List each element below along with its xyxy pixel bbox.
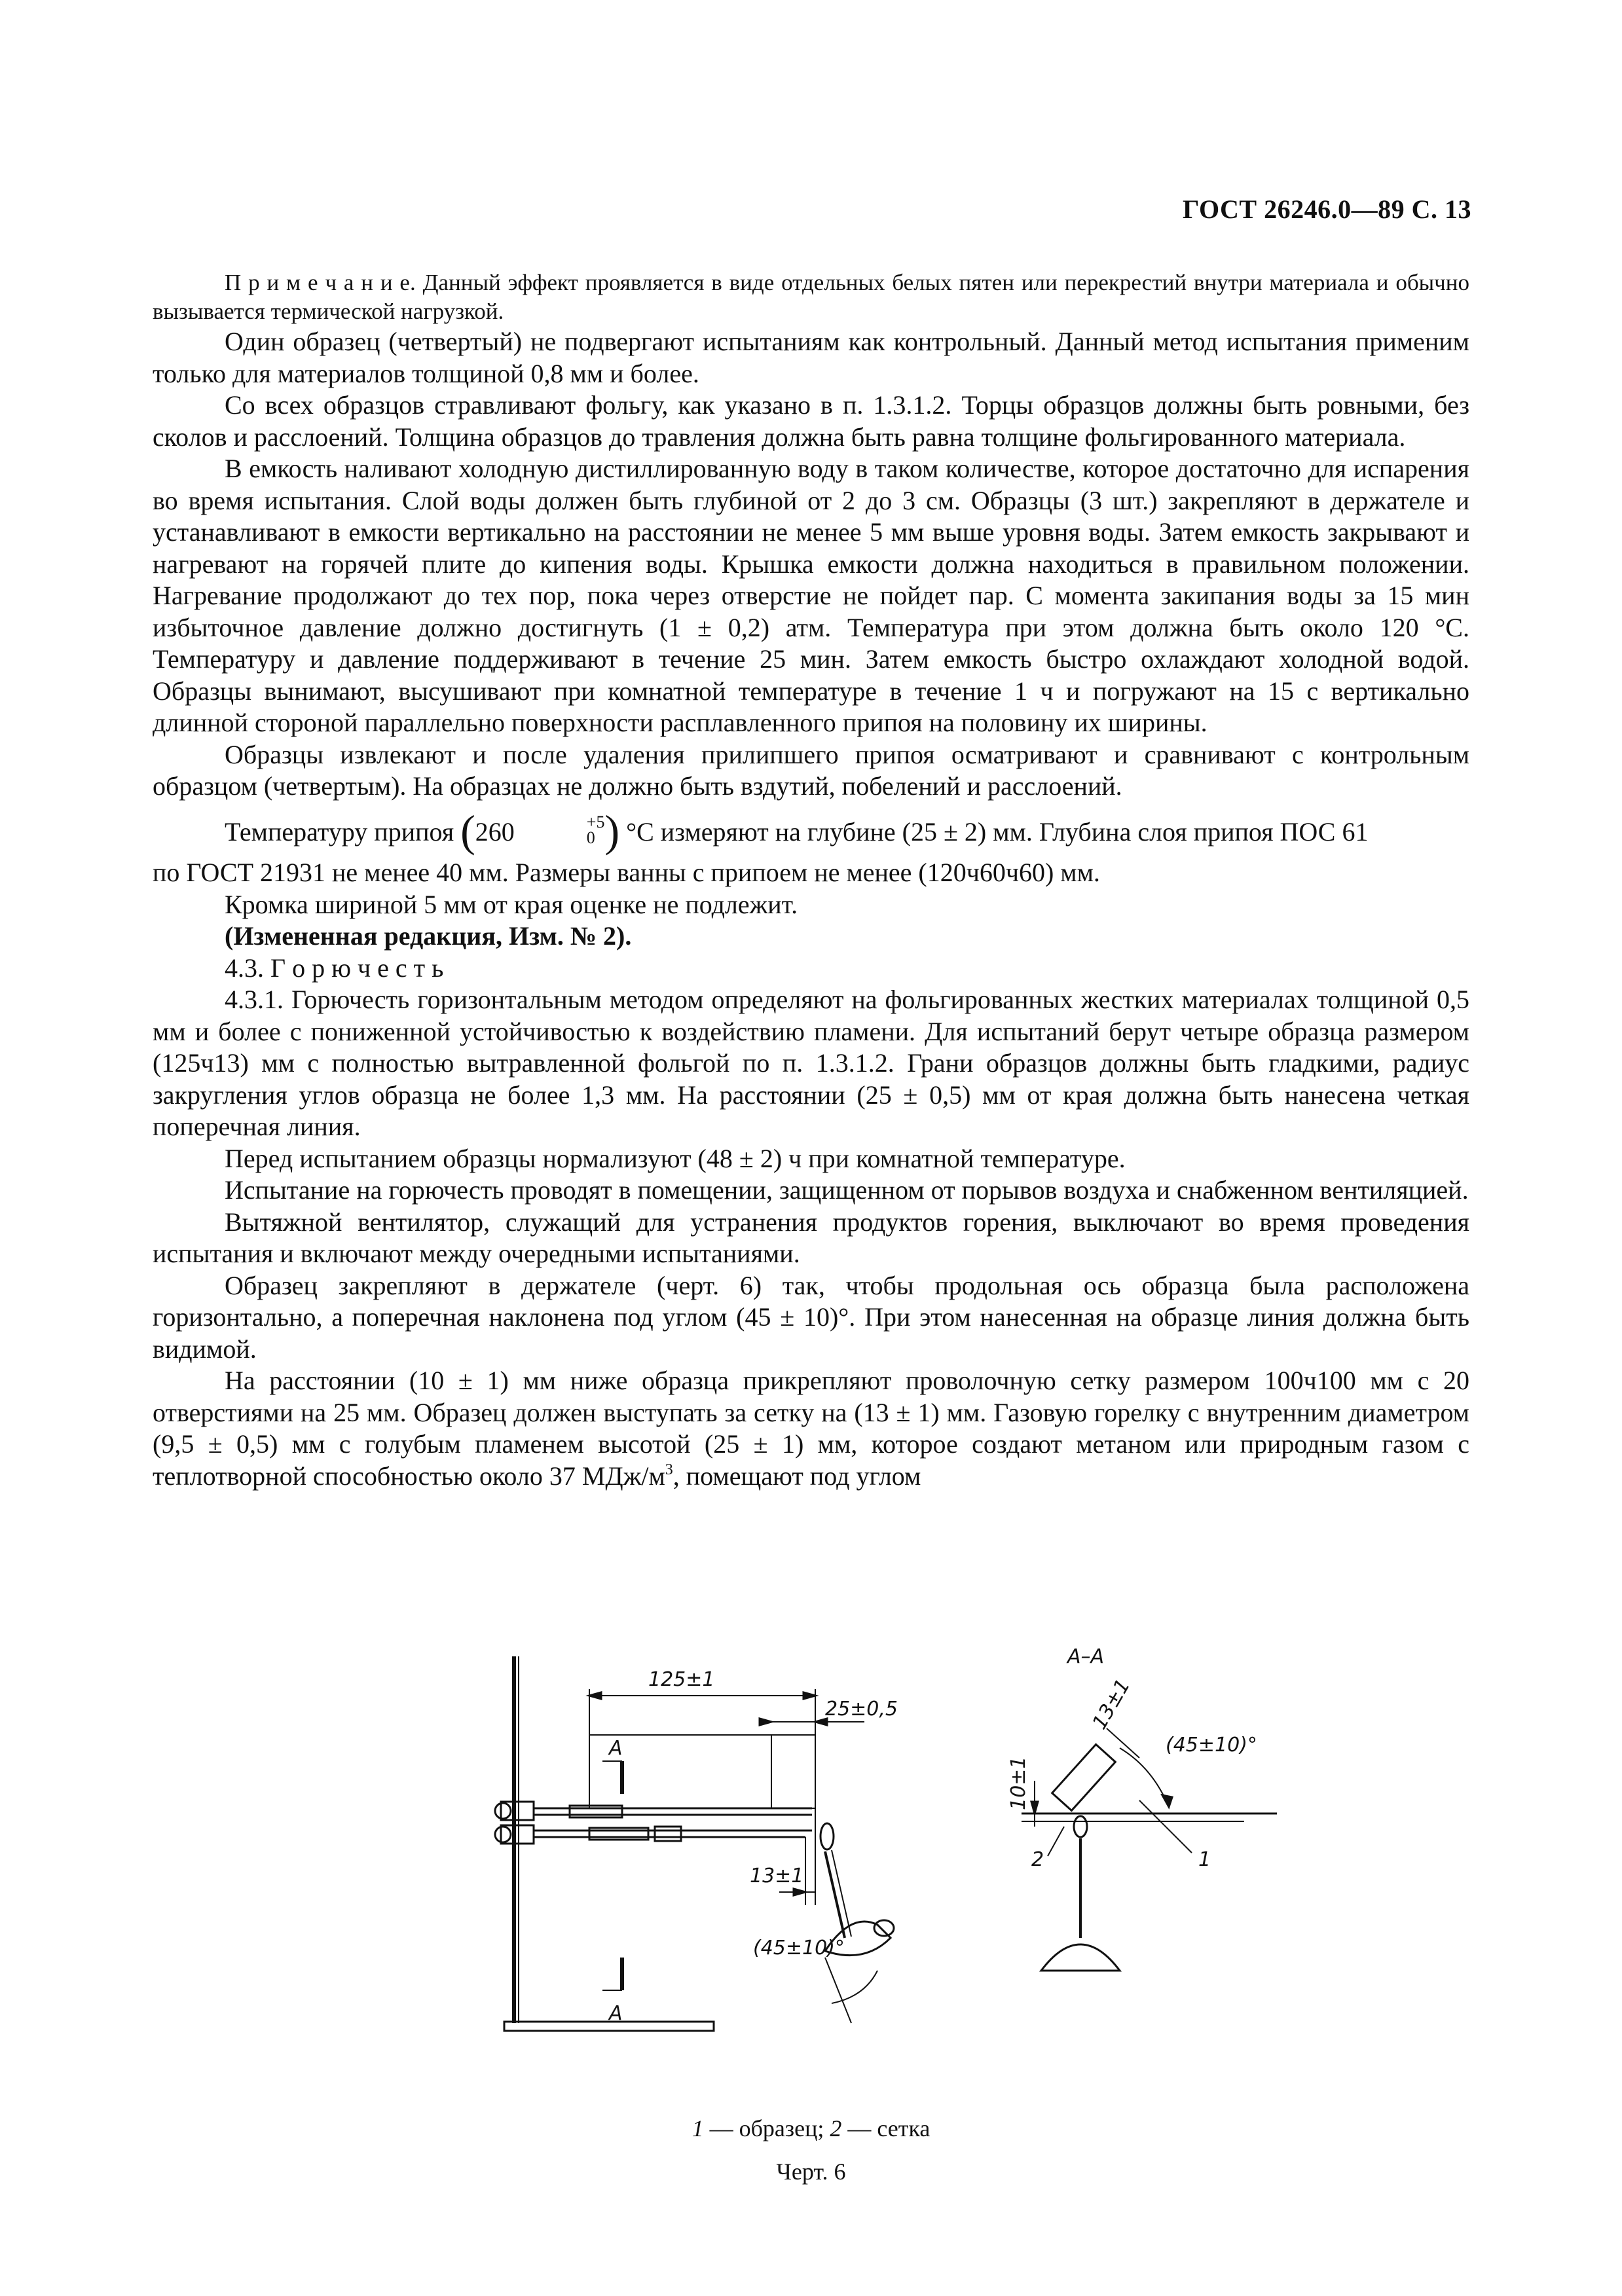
figure-legend — [0, 2115, 1622, 2142]
sec-dim-label-13: 13±1 — [1088, 1675, 1135, 1734]
legend-text-1: — образец; — [703, 2115, 830, 2141]
note-paragraph — [153, 268, 1469, 326]
dim-label-125: 125±1 — [648, 1668, 715, 1691]
paragraph: Кромка шириной 5 мм от края оценке не подлежит. — [225, 889, 798, 919]
section-specimen — [1052, 1744, 1116, 1810]
mesh-clamp-tip — [655, 1827, 681, 1841]
clamp-screw-upper — [495, 1803, 511, 1819]
paragraph: Испытание на горючесть проводят в помещении, защищенном от порывов воздуха и снабженном вентиляцией. — [225, 1175, 1469, 1205]
sec-num-2: 2 — [1031, 1848, 1044, 1871]
dim-label-25: 25±0,5 — [825, 1698, 898, 1721]
last-paragraph-tail: , помещают под углом — [673, 1461, 921, 1491]
legend-text-2: — сетка — [841, 2115, 931, 2141]
formula-prefix: Температуру припоя — [225, 816, 461, 847]
flame — [820, 1823, 834, 1850]
formula-tolerance — [515, 814, 605, 846]
figure-drawing — [458, 1630, 1310, 2115]
note-text: Данный эффект проявляется в виде отдельных белых пятен или перекрестий внутри материала и обычно вызывается термической нагрузкой. — [153, 270, 1470, 324]
dim-label-45: (45±10)° — [753, 1937, 845, 1959]
last-paragraph-text: На расстоянии (10 ± 1) мм ниже образца прикрепляют проволочную сетку размером 100ч100 мм с 20 отверстиями на 25 мм. Образец должен выступать за сетку на (13 ± 1) мм. Газовую горелку с внутренним диаметром (9,5 ± 0,5) мм с голубым пламенем высотой (25 ± 1) мм, которое создают метаном или природным газом с теплотворной способностью около 37 МДж/м — [153, 1366, 1469, 1491]
paragraph: Образцы извлекают и после удаления прилипшего припоя осматривают и сравнивают с контрольным образцом (четвертым). На образцах не должно быть вздутий, побелений и расслоений. — [153, 739, 1469, 801]
page-header: ГОСТ 26246.0—89 С. 13 — [1182, 194, 1471, 224]
paragraph: Вытяжной вентилятор, служащий для устранения продуктов горения, выключают во время проведения испытания и включают между очередными испытаниями. — [153, 1207, 1469, 1268]
formula-sup: +5 — [586, 812, 605, 831]
paragraph: Со всех образцов стравливают фольгу, как указано в п. 1.3.1.2. Торцы образцов должны быть ровными, без сколов и расслоений. Толщина образцов до травления должна быть равна толщине фольгированного материала. — [153, 390, 1469, 452]
section-flame — [1074, 1816, 1087, 1837]
legend-num-1: 1 — [691, 2115, 704, 2141]
dim-label-13: 13±1 — [750, 1865, 804, 1887]
paragraph: 4.3.1. Горючесть горизонтальным методом определяют на фольгированных жестких материалах толщиной 0,5 мм и более с пониженной устойчивостью к воздействию пламени. Для испытаний берут четыре образца размером (125ч13) мм с полностью вытравленной фольгой по п. 1.3.1.2. Грани образцов должны быть гладкими, радиус закругления углов образца не более 1,3 мм. На расстоянии (25 ± 0,5) мм от края должна быть нанесена четкая поперечная линия. — [153, 985, 1469, 1141]
formula-base: 260 — [475, 816, 515, 847]
paragraph: Один образец (четвертый) не подвергают испытаниям как контрольный. Данный метод испытания применим только для материалов толщиной 0,8 мм и более. — [153, 327, 1469, 388]
sec-num-1: 1 — [1198, 1848, 1211, 1871]
formula-paren-open: ( — [460, 805, 475, 856]
burner-test-diagram — [458, 1630, 1310, 2115]
formula-paragraph — [153, 805, 1469, 856]
paragraph: Перед испытанием образцы нормализуют (48 ± 2) ч при комнатной температуре. — [225, 1143, 1126, 1173]
section-label-a-bottom: А — [609, 2002, 623, 2025]
figure-caption: Черт. 6 — [776, 2159, 846, 2185]
unit-superscript: 3 — [665, 1461, 673, 1478]
paragraph: Образец закрепляют в держателе (черт. 6) так, чтобы продольная ось образца была расположена горизонтально, а поперечная наклонена под углом (45 ± 10)°. При этом нанесенная на образце линия должна быть видимой. — [153, 1270, 1469, 1364]
clamp-screw-lower — [495, 1827, 511, 1842]
section-title: А–А — [1067, 1645, 1105, 1668]
paragraph: по ГОСТ 21931 не менее 40 мм. Размеры ванны с припоем не менее (120ч60ч60) мм. — [153, 858, 1100, 887]
formula-sub: 0 — [586, 828, 595, 847]
paragraph: В емкость наливают холодную дистиллированную воду в таком количестве, которое достаточно для испарения во время испытания. Слой воды должен быть глубиной от 2 до 3 см. Образцы (3 шт.) закрепляют в держателе и устанавливают в емкости вертикально на расстоянии не менее 5 мм выше уровня воды. Затем емкость закрывают и нагревают на горячей плите до кипения воды. Крышка емкости должна находиться в правильном положении. Нагревание продолжают до тех пор, пока через отверстие не пойдет пар. С момента закипания воды за 15 мин избыточное давление должно достигнуть (1 ± 0,2) атм. Температура при этом должна быть около 120 °С. Температуру и давление поддерживают в течение 25 мин. Затем емкость быстро охлаждают холодной водой. Образцы вынимают, высушивают при комнатной температуре в течение 1 ч и погружают на 15 с вертикально длинной стороной параллельно поверхности расплавленного припоя на половину их ширины. — [153, 454, 1469, 737]
section-label-a-top: А — [609, 1737, 623, 1760]
sec-dim-label-45: (45±10)° — [1166, 1734, 1257, 1757]
sec-dim-label-10: 10±1 — [1007, 1756, 1030, 1810]
section-burner-base — [1041, 1944, 1120, 1971]
document-body — [153, 268, 1469, 1492]
legend-num-2: 2 — [830, 2115, 842, 2141]
formula-suffix: °С измеряют на глубине (25 ± 2) мм. Глубина слоя припоя ПОС 61 — [619, 816, 1369, 847]
amendment-note: (Измененная редакция, Изм. № 2). — [225, 921, 632, 951]
section-heading: 4.3. Г о р ю ч е с т ь — [225, 953, 444, 983]
note-label: П р и м е ч а н и е. — [225, 270, 416, 295]
angle-arc — [832, 1971, 877, 2003]
paragraph — [153, 1365, 1469, 1492]
formula-paren-close: ) — [604, 805, 620, 856]
